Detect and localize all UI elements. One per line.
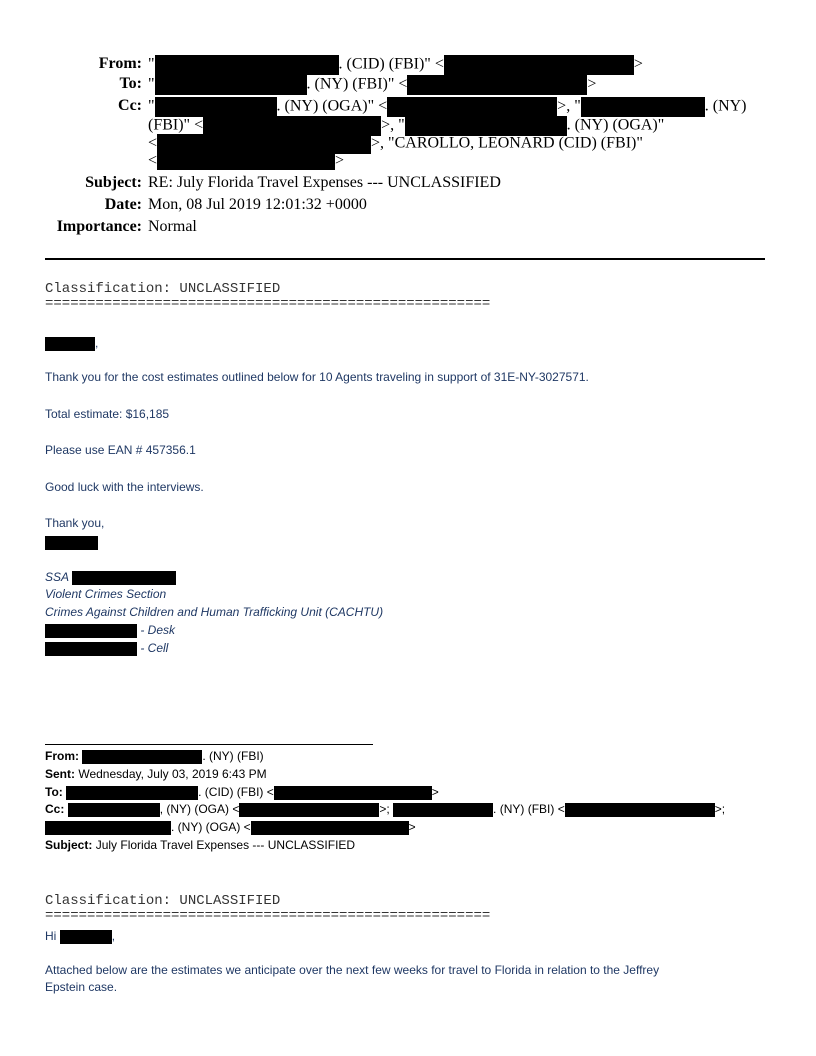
reply-paragraph-1: Thank you for the cost estimates outlined below for 10 Agents traveling in support of 31E-NY-3027571. <box>45 370 589 384</box>
redaction-block <box>405 116 567 136</box>
fwd-from-label: From: <box>45 749 79 763</box>
cc-text: " <box>148 97 155 115</box>
fwd-classification-banner: Classification: UNCLASSIFIED <box>45 893 281 909</box>
signature-section: Violent Crimes Section <box>45 587 167 601</box>
redaction-block <box>407 75 587 95</box>
cc-line-3 <box>148 134 643 154</box>
fwd-to-value: . (CID) (FBI) < <box>198 785 274 799</box>
redaction-block <box>66 786 198 800</box>
redaction-block <box>45 536 98 550</box>
sig-title-text: SSA <box>45 570 69 584</box>
cc-text: < <box>148 134 158 152</box>
redaction-block <box>60 930 112 944</box>
fwd-sent-value: Wednesday, July 03, 2019 6:43 PM <box>78 767 267 781</box>
redaction-block <box>45 337 95 351</box>
redaction-block <box>565 803 715 817</box>
fwd-to <box>45 785 439 800</box>
fwd-cc-text: . (NY) (FBI) < <box>493 802 565 816</box>
fwd-classification-separator: ===================================================== <box>45 908 491 924</box>
fwd-cc-text: > <box>408 820 416 834</box>
cc-text: >, " <box>381 116 405 134</box>
importance-label: Importance: <box>56 218 142 235</box>
header-divider <box>45 258 765 260</box>
from-quote: " <box>148 55 155 73</box>
cc-line-1 <box>148 97 747 117</box>
importance-value: Normal <box>148 218 197 235</box>
redaction-block <box>239 803 379 817</box>
redaction-block <box>444 55 634 75</box>
cc-line-4 <box>148 152 344 170</box>
fwd-sent-label: Sent: <box>45 767 75 781</box>
fwd-paragraph-line-1: Attached below are the estimates we anticipate over the next few weeks for travel to Florida in relation to the Jeffrey <box>45 963 660 977</box>
greeting <box>45 336 98 351</box>
fwd-cc-text: . (NY) (OGA) < <box>171 820 251 834</box>
cc-text: . (NY) (OGA)" <box>566 116 665 134</box>
redaction-block <box>251 821 409 835</box>
subject-label: Subject: <box>85 174 142 191</box>
cc-text: . (NY) <box>704 97 747 115</box>
signature-desk <box>45 623 175 638</box>
fwd-sent <box>45 767 267 781</box>
signature-cell <box>45 641 168 656</box>
sig-desk-text: - Desk <box>137 623 176 637</box>
fwd-greeting-text: Hi <box>45 929 57 943</box>
redaction-block <box>157 152 335 170</box>
fwd-to-end: > <box>431 785 439 799</box>
redaction-block <box>155 75 307 95</box>
classification-separator: ===================================================== <box>45 296 491 312</box>
redaction-block <box>82 750 202 764</box>
classification-banner: Classification: UNCLASSIFIED <box>45 281 281 297</box>
cc-text: (FBI)" < <box>148 116 204 134</box>
ean-instruction: Please use EAN # 457356.1 <box>45 443 196 457</box>
redaction-block <box>155 97 277 117</box>
cc-text: > <box>335 152 345 169</box>
fwd-greeting-comma: , <box>111 929 116 943</box>
redaction-block <box>387 97 557 117</box>
fwd-greeting <box>45 929 115 944</box>
forward-divider <box>45 744 373 745</box>
redaction-block <box>45 624 137 638</box>
to-quote: " <box>148 75 155 93</box>
fwd-subject <box>45 838 355 852</box>
greeting-comma: , <box>95 336 99 350</box>
fwd-cc-text: >; <box>379 802 390 816</box>
redaction-block <box>274 786 432 800</box>
cc-text: < <box>148 152 158 169</box>
redaction-block <box>581 97 705 117</box>
cc-text: >, "CAROLLO, LEONARD (CID) (FBI)" <box>371 134 643 152</box>
fwd-subject-value: July Florida Travel Expenses --- UNCLASSIFIED <box>95 838 356 852</box>
fwd-from-value: . (NY) (FBI) <box>202 749 264 763</box>
to-label: To: <box>119 75 142 92</box>
redaction-block <box>72 571 176 585</box>
cc-label: Cc: <box>118 97 142 114</box>
redaction-block <box>68 803 160 817</box>
fwd-cc-text: >; <box>714 802 726 816</box>
signature-title <box>45 570 176 585</box>
total-estimate: Total estimate: $16,185 <box>45 407 170 421</box>
redaction-block <box>45 821 171 835</box>
subject-value: RE: July Florida Travel Expenses --- UNCLASSIFIED <box>148 174 501 191</box>
from-label: From: <box>98 55 142 72</box>
fwd-to-label: To: <box>45 785 63 799</box>
redaction-block <box>157 134 371 154</box>
cc-text: . (NY) (OGA)" < <box>276 97 388 115</box>
date-value: Mon, 08 Jul 2019 12:01:32 +0000 <box>148 196 367 213</box>
fwd-subject-label: Subject: <box>45 838 93 852</box>
good-luck: Good luck with the interviews. <box>45 480 204 494</box>
fwd-cc-label: Cc: <box>45 802 65 816</box>
redaction-block <box>203 116 381 136</box>
signature-name-redacted <box>45 534 98 552</box>
from-end: > <box>633 55 643 73</box>
redaction-block <box>393 803 493 817</box>
date-label: Date: <box>104 196 142 213</box>
sig-cell-text: - Cell <box>137 641 169 655</box>
to-value <box>148 75 596 95</box>
redaction-block <box>45 642 137 656</box>
thank-you: Thank you, <box>45 516 105 530</box>
fwd-paragraph-line-2: Epstein case. <box>45 980 118 994</box>
to-end: > <box>587 75 597 93</box>
redaction-block <box>155 55 339 75</box>
cc-line-2 <box>148 116 664 136</box>
from-value <box>148 55 643 75</box>
fwd-cc-line-2 <box>45 820 416 835</box>
from-text: . (CID) (FBI)" < <box>338 55 444 73</box>
fwd-from <box>45 749 264 764</box>
to-text: . (NY) (FBI)" < <box>306 75 408 93</box>
fwd-cc-text: , (NY) (OGA) < <box>159 802 240 816</box>
fwd-cc <box>45 802 725 817</box>
signature-unit: Crimes Against Children and Human Trafficking Unit (CACHTU) <box>45 605 384 619</box>
cc-text: >, " <box>557 97 581 115</box>
